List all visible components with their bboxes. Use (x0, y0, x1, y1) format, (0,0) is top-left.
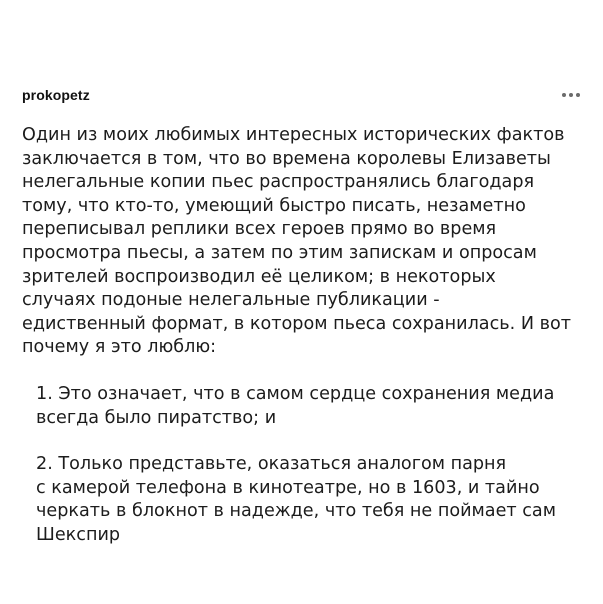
paragraph-line: зрителей воспроизводил её целиком; в некоторых (22, 266, 496, 287)
list-item-line: 2. Только представьте, оказаться аналогом парня (36, 454, 507, 475)
paragraph-line: едиственный формат, в котором пьеса сохранилась. И вот (22, 313, 571, 334)
paragraph-line: заключается в том, что во времена королевы Елизаветы (22, 148, 551, 169)
paragraph-line: нелегальные копии пьес распространялись благодаря (22, 172, 535, 193)
paragraph-line: Один из моих любимых интересных исторических фактов (22, 125, 565, 145)
list-item-line: 1. Это означает, что в самом сердце сохранения медиа (36, 383, 555, 404)
list-item-line: всегда было пиратство; и (36, 407, 277, 428)
list-item (36, 383, 587, 430)
post-paragraph (22, 124, 587, 360)
post-body (22, 124, 587, 548)
more-horizontal-icon-dot-2 (569, 93, 573, 97)
list-item-line: черкать в блокнот в надежде, что тебя не поймает сам (36, 501, 556, 522)
list-item (36, 453, 587, 547)
more-horizontal-icon-dot-3 (576, 93, 580, 97)
list-item-line: Шекспир (36, 524, 121, 545)
list-item-line: с камерой телефона в кинотеатре, но в 1603, и тайно (36, 477, 540, 498)
numbered-list (22, 383, 587, 548)
paragraph-line: тому, что кто-то, умеющий быстро писать, незаметно (22, 195, 526, 216)
paragraph-line: просмотра пьесы, а затем по этим запискам и опросам (22, 242, 537, 263)
more-options-button[interactable] (560, 89, 582, 101)
paragraph-line: переписывал реплики всех героев прямо во время (22, 219, 497, 240)
paragraph-line: случаях подоные нелегальные публикации - (22, 290, 440, 311)
post-header (22, 82, 582, 108)
username-link[interactable]: prokopetz (22, 87, 90, 103)
paragraph-line: почему я это люблю: (22, 337, 217, 358)
more-horizontal-icon (562, 93, 566, 97)
